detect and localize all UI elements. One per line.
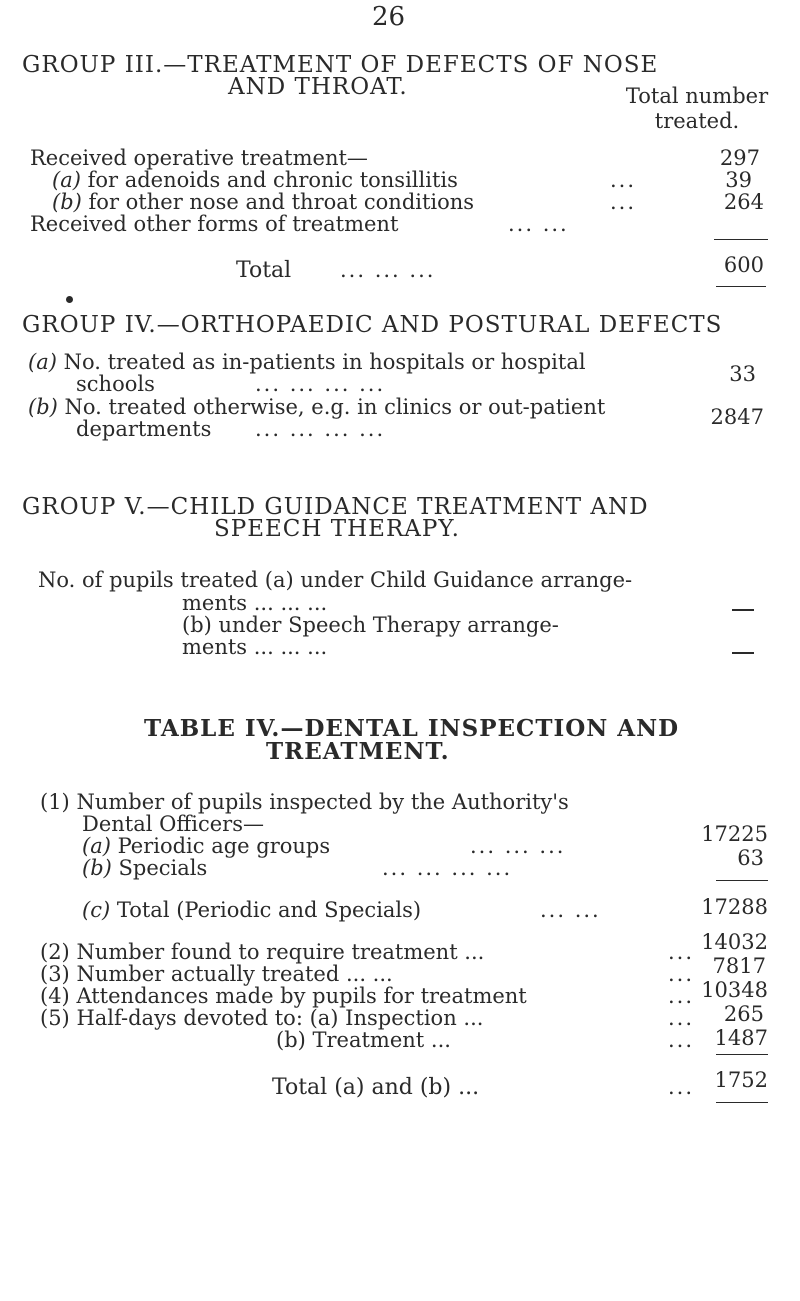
group3-row-b bbox=[52, 190, 474, 214]
group3-b-label: (b) bbox=[52, 190, 82, 214]
group4-title: GROUP IV.—ORTHOPAEDIC AND POSTURAL DEFECTS bbox=[22, 312, 723, 338]
group3-total-label: Total bbox=[236, 258, 292, 283]
table4-total-rule bbox=[716, 1102, 768, 1103]
table4-r5b-value: 1487 bbox=[714, 1026, 768, 1050]
table4-r1a-text: Periodic age groups bbox=[117, 834, 331, 858]
group3-other-value: 264 bbox=[723, 190, 764, 214]
group3-title-line2: AND THROAT. bbox=[228, 74, 408, 100]
table4-title-line1: TABLE IV.—DENTAL INSPECTION AND bbox=[144, 715, 680, 742]
table4-r3-dots: ... bbox=[668, 962, 695, 986]
table4-r1c-label: (c) bbox=[82, 898, 111, 922]
table4-r1c-value: 17288 bbox=[701, 895, 768, 919]
group5-line2: ments ... ... ... bbox=[182, 591, 328, 615]
table4-r5b-text: (b) Treatment ... bbox=[276, 1028, 451, 1052]
table4-r3-label: (3) bbox=[40, 962, 70, 986]
page-number: 26 bbox=[372, 2, 406, 32]
table4-r3-text: Number actually treated ... ... bbox=[76, 962, 393, 986]
group5-a-dash bbox=[732, 609, 754, 611]
group4-a-text1: No. treated as in-patients in hospitals or hospital bbox=[63, 350, 586, 374]
group4-a-text2: schools bbox=[76, 372, 155, 396]
group4-b-text1: No. treated otherwise, e.g. in clinics or out-patient bbox=[64, 395, 606, 419]
table4-r4-dots: ... bbox=[668, 984, 695, 1008]
group4-b-label: (b) bbox=[28, 395, 58, 419]
table4-r4-label: (4) bbox=[40, 984, 70, 1008]
table4-r2 bbox=[40, 940, 484, 964]
table4-total-value: 1752 bbox=[714, 1068, 768, 1092]
table4-r1c-dots: ... ... bbox=[540, 898, 601, 922]
group5-line1: No. of pupils treated (a) under Child Guidance arrange- bbox=[38, 568, 633, 592]
table4-r1b-dots: ... ... ... ... bbox=[382, 856, 513, 880]
table4-total-text: Total (a) and (b) ... bbox=[272, 1075, 480, 1100]
group3-b-dots: ... bbox=[610, 190, 637, 214]
group3-other-text: Received other forms of treatment bbox=[30, 212, 399, 236]
group5-line3: (b) under Speech Therapy arrange- bbox=[182, 613, 559, 637]
table4-r4-text: Attendances made by pupils for treatment bbox=[76, 984, 527, 1008]
group3-total-dots: ... ... ... bbox=[340, 258, 436, 282]
group4-b-value: 2847 bbox=[710, 405, 764, 429]
group3-total-rule bbox=[716, 286, 766, 287]
table4-r5-text: Half-days devoted to: (a) Inspection ... bbox=[76, 1006, 484, 1030]
table4-r1-sum-rule bbox=[716, 880, 768, 881]
group5-title-line1: GROUP V.—CHILD GUIDANCE TREATMENT AND bbox=[22, 494, 649, 520]
table4-total-dots: ... bbox=[668, 1075, 695, 1099]
group3-a-label: (a) bbox=[52, 168, 81, 192]
group3-sum-rule bbox=[714, 239, 768, 240]
table4-r3-value: 7817 bbox=[712, 954, 766, 978]
table4-r2-dots: ... bbox=[668, 940, 695, 964]
group3-a-text: for adenoids and chronic tonsillitis bbox=[87, 168, 458, 192]
table4-r5-label: (5) bbox=[40, 1006, 70, 1030]
group3-a-dots: ... bbox=[610, 168, 637, 192]
table4-r1a bbox=[82, 834, 330, 858]
group3-row-a bbox=[52, 168, 458, 192]
table4-r3 bbox=[40, 962, 393, 986]
table4-r2-text: Number found to require treatment ... bbox=[76, 940, 485, 964]
group5-line4: ments ... ... ... bbox=[182, 635, 328, 659]
table4-r1-line1 bbox=[40, 790, 569, 814]
group3-b-text: for other nose and throat conditions bbox=[88, 190, 475, 214]
table4-r1a-dots: ... ... ... bbox=[470, 834, 566, 858]
table4-r5b-dots: ... bbox=[668, 1028, 695, 1052]
table4-r1b-text: Specials bbox=[118, 856, 208, 880]
group3-col-header-1: Total number bbox=[625, 84, 769, 108]
stray-dot-mark bbox=[66, 296, 73, 303]
table4-title-line2: TREATMENT. bbox=[266, 738, 450, 765]
table4-r1-text2: Dental Officers— bbox=[82, 812, 264, 836]
group3-col-header-2: treated. bbox=[654, 109, 740, 133]
group3-other-dots: ... ... bbox=[508, 212, 569, 236]
table4-r1b-label: (b) bbox=[82, 856, 112, 880]
table4-r1-label: (1) bbox=[40, 790, 70, 814]
table4-r1-text1: Number of pupils inspected by the Authority's bbox=[76, 790, 569, 814]
table4-r2-value: 14032 bbox=[701, 930, 768, 954]
table4-r4-value: 10348 bbox=[701, 978, 768, 1002]
group4-b-text2: departments bbox=[76, 417, 212, 441]
group3-title-line1: GROUP III.—TREATMENT OF DEFECTS OF NOSE bbox=[22, 52, 659, 78]
group4-row-a-line1 bbox=[28, 350, 586, 374]
group3-total-value: 600 bbox=[723, 253, 764, 277]
table4-r5-dots: ... bbox=[668, 1006, 695, 1030]
table4-r1a-label: (a) bbox=[82, 834, 111, 858]
table4-r2-label: (2) bbox=[40, 940, 70, 964]
table4-r1c bbox=[82, 898, 421, 922]
table4-r1c-text: Total (Periodic and Specials) bbox=[116, 898, 422, 922]
table4-r5-sum-rule bbox=[716, 1054, 768, 1055]
group4-a-dots: ... ... ... ... bbox=[255, 372, 386, 396]
table4-r1b-value: 63 bbox=[737, 846, 764, 870]
group3-a-value: 297 bbox=[719, 146, 760, 170]
group3-b-value: 39 bbox=[725, 168, 752, 192]
group3-received-operative: Received operative treatment— bbox=[30, 146, 368, 170]
table4-r1a-value: 17225 bbox=[701, 822, 768, 846]
group5-title-line2: SPEECH THERAPY. bbox=[214, 516, 460, 542]
group5-b-dash bbox=[732, 652, 754, 654]
table4-r5-value: 265 bbox=[723, 1002, 764, 1026]
group4-b-dots: ... ... ... ... bbox=[255, 417, 386, 441]
table4-r5 bbox=[40, 1006, 483, 1030]
group4-a-value: 33 bbox=[729, 362, 756, 386]
group4-a-label: (a) bbox=[28, 350, 57, 374]
group4-row-b-line1 bbox=[28, 395, 605, 419]
table4-r4 bbox=[40, 984, 527, 1008]
table4-r1b bbox=[82, 856, 207, 880]
